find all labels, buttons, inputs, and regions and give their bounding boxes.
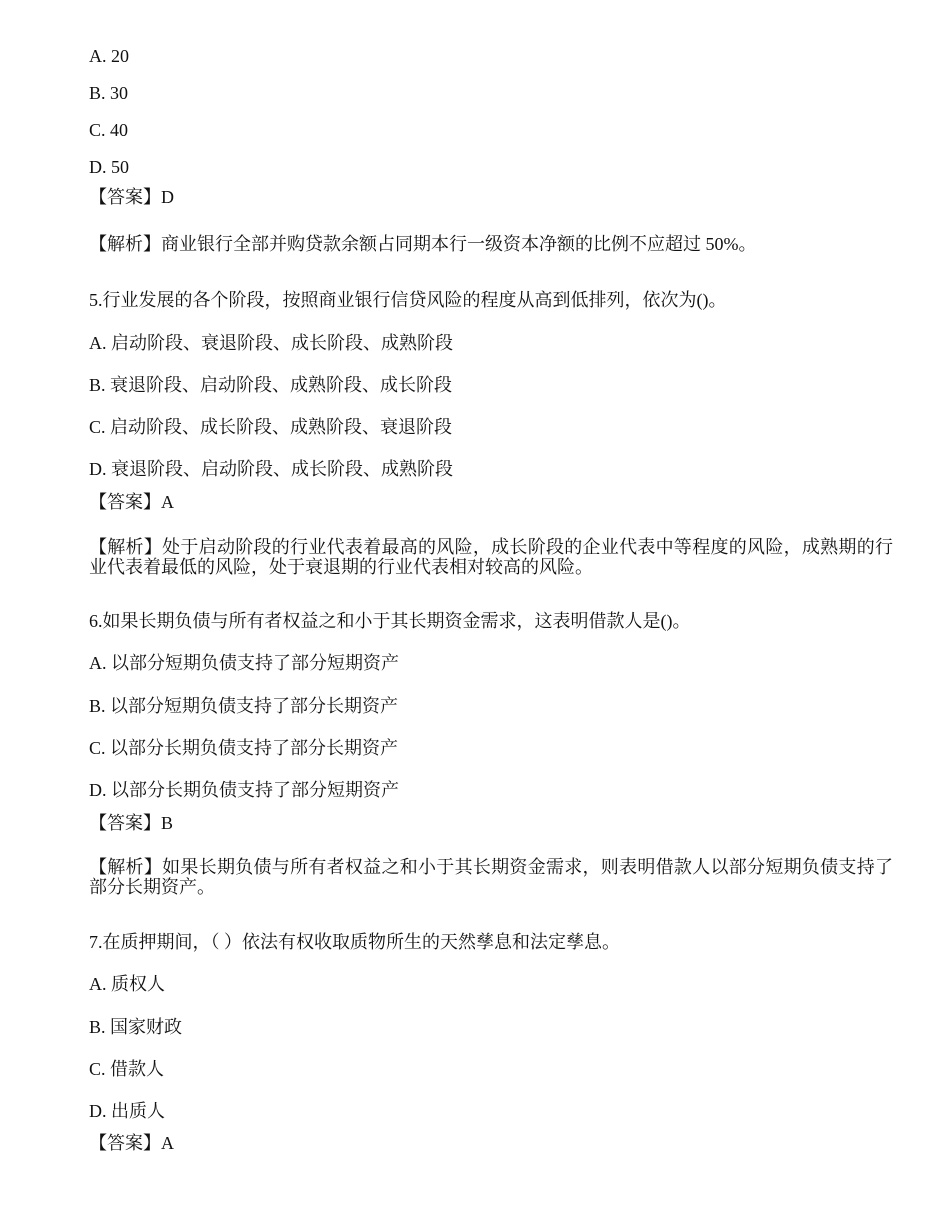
q4-answer: 【答案】D: [89, 187, 174, 207]
q4-option-c: C. 40: [89, 120, 129, 140]
q5-answer: 【答案】A: [89, 492, 174, 512]
q6-option-d: D. 以部分长期负债支持了部分短期资产: [89, 780, 399, 800]
q5-option-b: B. 衰退阶段、启动阶段、成熟阶段、成长阶段: [89, 375, 453, 395]
q7-option-c: C. 借款人: [89, 1059, 165, 1079]
q5-question: 5.行业发展的各个阶段，按照商业银行信贷风险的程度从高到低排列，依次为()。: [89, 290, 727, 310]
q4-option-a: A. 20: [89, 46, 129, 66]
q6-explanation: 【解析】如果长期负债与所有者权益之和小于其长期资金需求，则表明借款人以部分短期负债支持了部分长期资产。: [89, 857, 893, 897]
q6-option-a: A. 以部分短期负债支持了部分短期资产: [89, 653, 399, 673]
q7-option-d: D. 出质人: [89, 1101, 165, 1121]
q7-option-a: A. 质权人: [89, 974, 165, 994]
q6-question: 6.如果长期负债与所有者权益之和小于其长期资金需求，这表明借款人是()。: [89, 611, 691, 631]
q6-option-c: C. 以部分长期负债支持了部分长期资产: [89, 738, 399, 758]
q5-option-a: A. 启动阶段、衰退阶段、成长阶段、成熟阶段: [89, 333, 453, 353]
q4-option-b: B. 30: [89, 83, 129, 103]
q5-explanation: 【解析】处于启动阶段的行业代表着最高的风险，成长阶段的企业代表中等程度的风险，成熟期的行业代表着最低的风险，处于衰退期的行业代表相对较高的风险。: [89, 537, 893, 577]
q5-option-c: C. 启动阶段、成长阶段、成熟阶段、衰退阶段: [89, 417, 453, 437]
q6-option-b: B. 以部分短期负债支持了部分长期资产: [89, 696, 399, 716]
q4-explanation: 【解析】商业银行全部并购贷款余额占同期本行一级资本净额的比例不应超过 50%。: [89, 234, 757, 254]
q6-answer: 【答案】B: [89, 813, 174, 833]
q7-option-b: B. 国家财政: [89, 1017, 183, 1037]
q5-option-d: D. 衰退阶段、启动阶段、成长阶段、成熟阶段: [89, 459, 453, 479]
q7-question: 7.在质押期间，（ ）依法有权收取质物所生的天然孳息和法定孳息。: [89, 932, 620, 952]
q7-answer: 【答案】A: [89, 1133, 174, 1153]
q4-option-d: D. 50: [89, 157, 129, 177]
